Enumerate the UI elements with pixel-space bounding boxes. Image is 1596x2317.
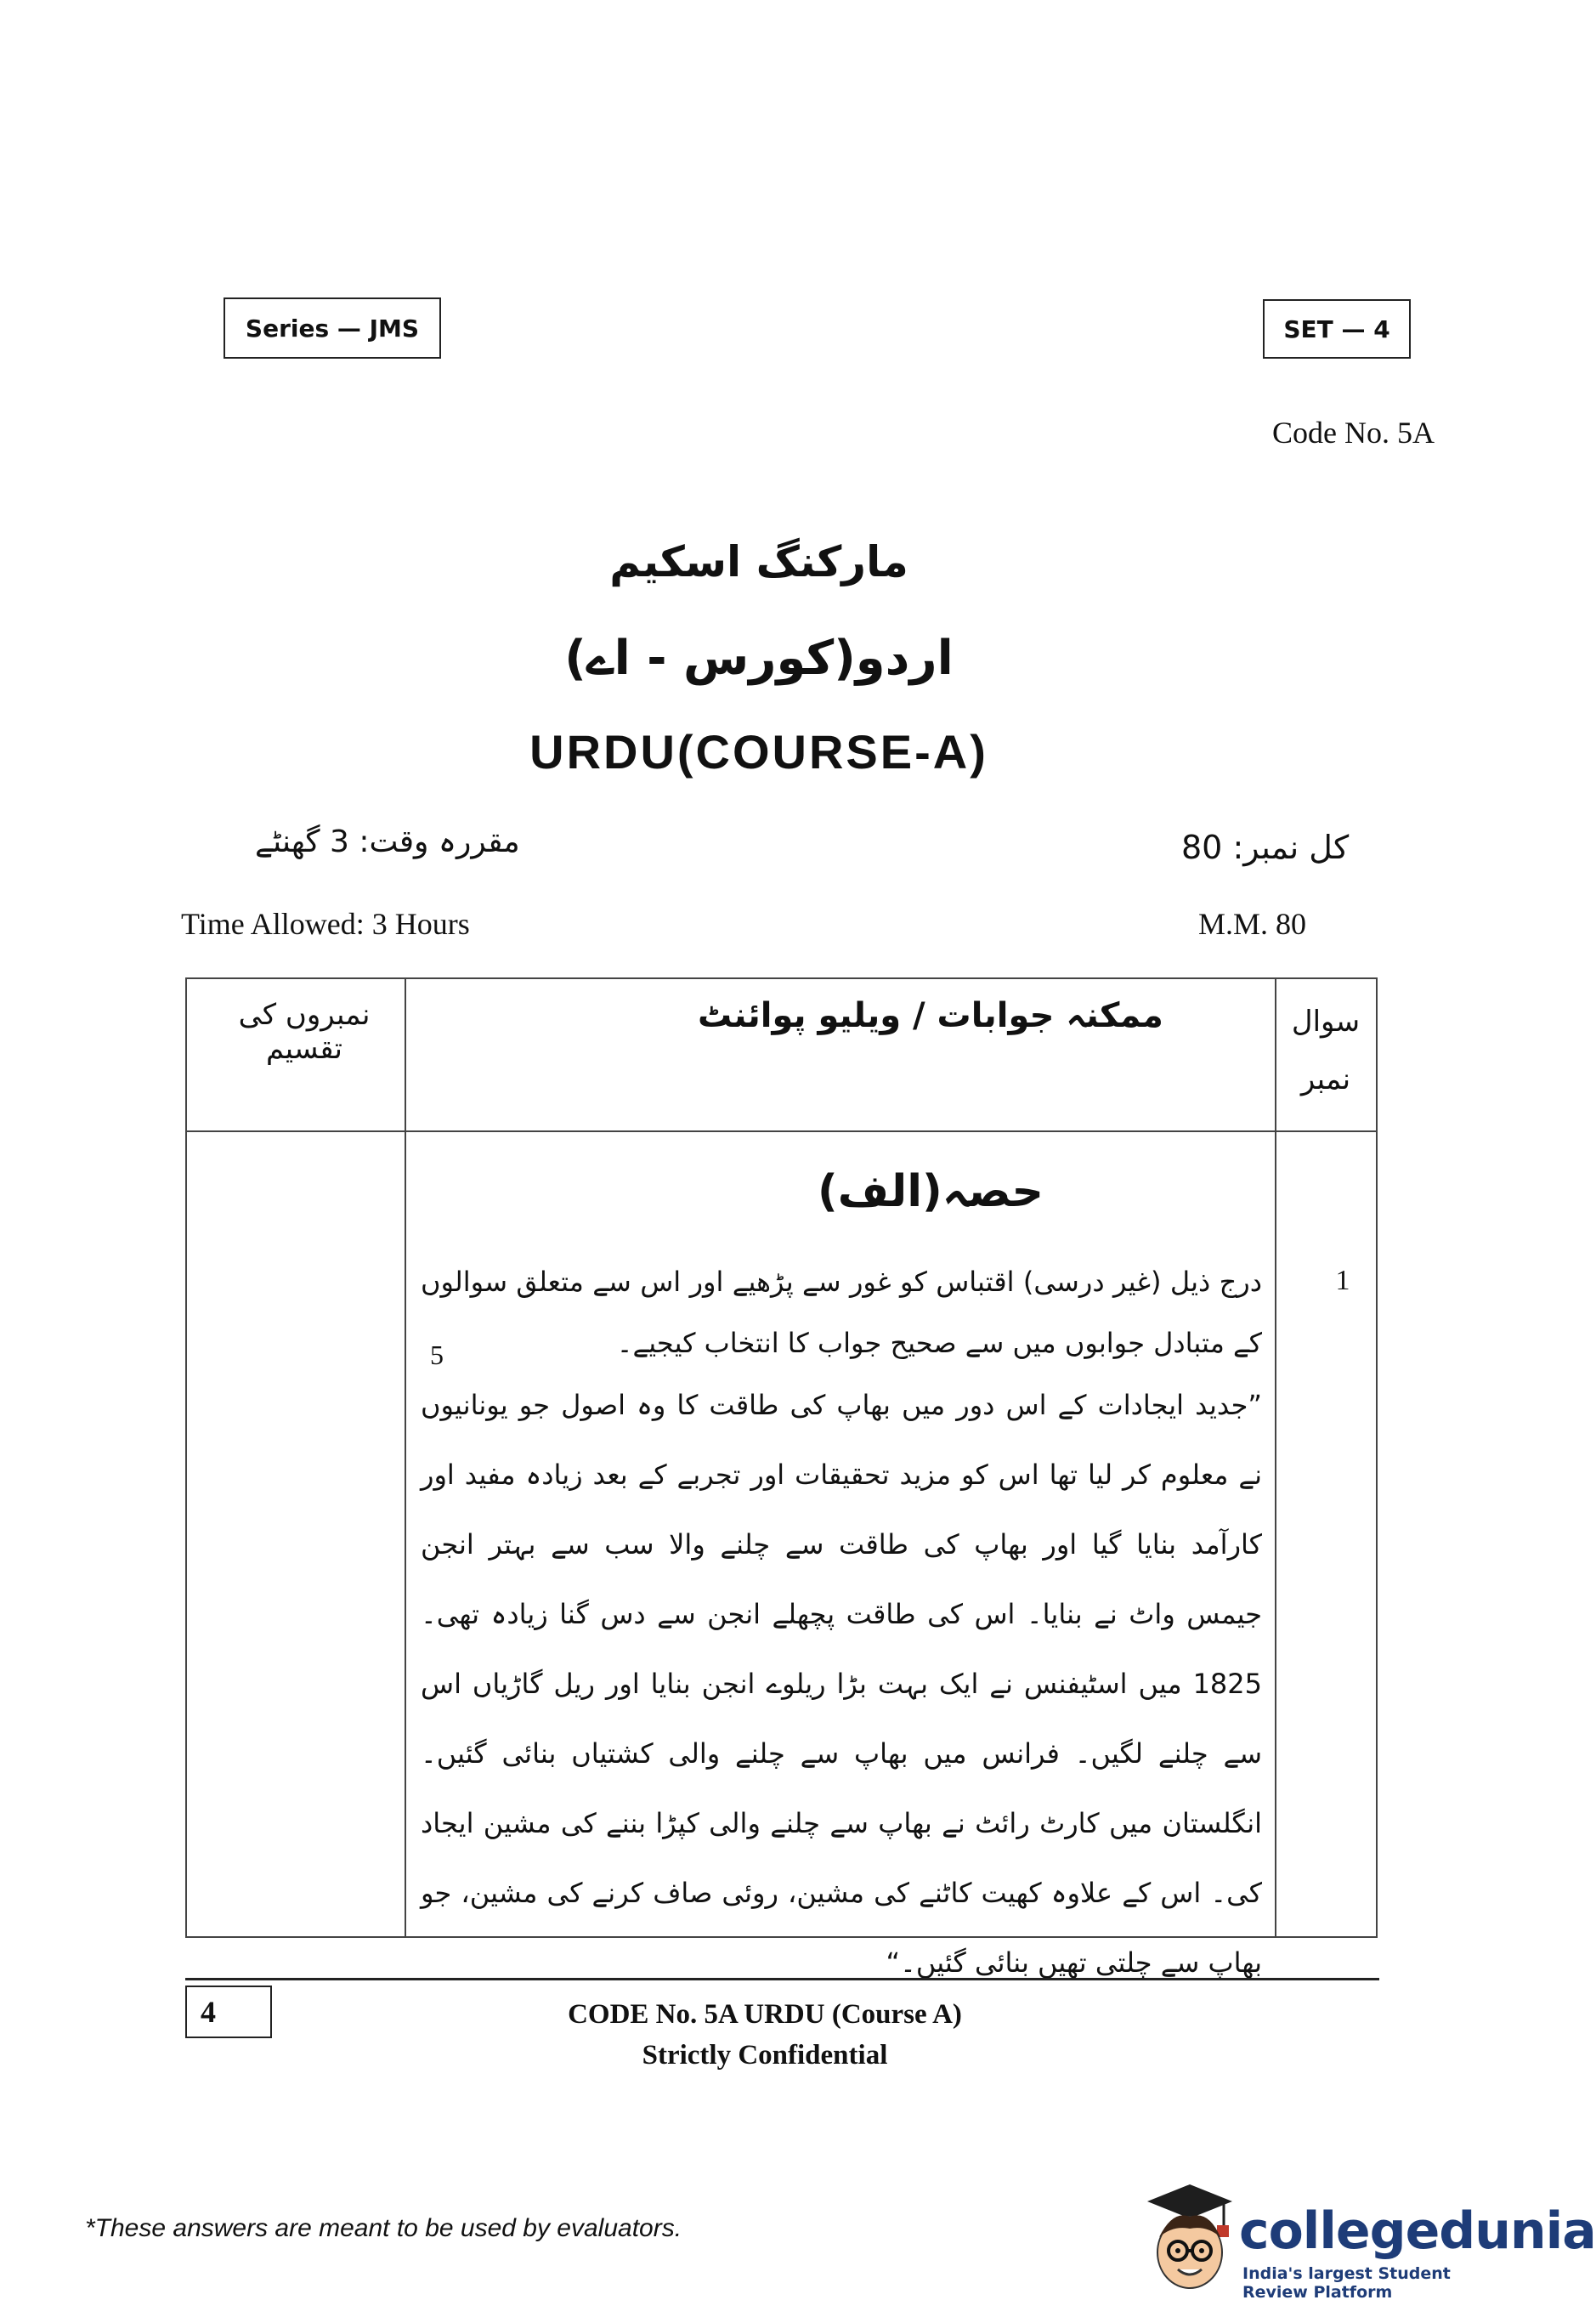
table-divider bbox=[1275, 979, 1276, 1936]
table-header-divider bbox=[187, 1130, 1376, 1132]
header-possible-answers: ممکنہ جوابات / ویلیو پوائنٹ bbox=[698, 996, 1163, 1035]
section-title: حصہ(الف) bbox=[818, 1166, 1044, 1217]
header-question-number: سوال نمبر bbox=[1291, 1005, 1361, 1096]
question-number: 1 bbox=[1335, 1265, 1350, 1296]
footer-divider bbox=[185, 1978, 1379, 1980]
footer-code-line: CODE No. 5A URDU (Course A) bbox=[568, 1999, 962, 2030]
series-label: Series — JMS bbox=[224, 297, 441, 359]
time-allowed-urdu: مقررہ وقت: 3 گھنٹے bbox=[255, 824, 520, 859]
brand-name: collegedunia bbox=[1239, 2201, 1596, 2261]
question-marks: 5 bbox=[430, 1340, 444, 1370]
set-label: SET — 4 bbox=[1263, 299, 1411, 359]
collegedunia-brand[interactable] bbox=[1130, 2176, 1596, 2302]
header-marks-distribution: نمبروں کی تقسیم bbox=[238, 998, 371, 1066]
subject-title-english: URDU(COURSE-A) bbox=[529, 725, 988, 779]
max-marks-urdu: کل نمبر: 80 bbox=[1181, 829, 1350, 866]
reading-passage: ”جدید ایجادات کے اس دور میں بھاپ کی طاقت کا وہ اصول جو یونانیوں نے معلوم کر لیا تھا اس کو مزید تحقیقات اور تجربے کے بعد زیادہ مفید اور کارآمد بنایا گیا اور بھاپ کی طاقت سے چلنے والا سب سے بہتر انجن جیمس واٹ نے بنایا۔ اس کی طاقت پچھلے انجن سے دس گنا زیادہ تھی۔ 1825 میں اسٹیفنس نے ایک بہت بڑا ریلوے انجن بنایا اور ریل گاڑیاں اس سے چلنے لگیں۔ فرانس میں بھاپ سے چلنے والی کشتیاں بنائی گئیں۔ انگلستان میں کارٹ رائٹ نے بھاپ سے چلنے والی کپڑا بننے کی مشین ایجاد کی۔ اس کے علاوہ کھیت کاٹنے کی مشین، روئی صاف کرنے کی مشین، جو بھاپ سے چلتی تھیں بنائی گئیں۔“ bbox=[421, 1389, 1263, 1979]
brand-tagline: India's largest Student Review Platform bbox=[1242, 2264, 1451, 2302]
subject-title-urdu: اردو(کورس - اے) bbox=[564, 631, 954, 686]
table-divider bbox=[405, 979, 406, 1936]
question-instruction: درج ذیل (غیر درسی) اقتباس کو غور سے پڑھیے اور اس سے متعلق سوالوں کے متبادل جوابوں میں سے صحیح جواب کا انتخاب کیجیے۔ bbox=[421, 1266, 1262, 1359]
code-number: Code No. 5A bbox=[1272, 416, 1435, 450]
answer-table bbox=[185, 977, 1378, 1979]
evaluator-note: *These answers are meant to be used by evaluators. bbox=[85, 2214, 682, 2242]
page-number: 4 bbox=[185, 1986, 272, 2038]
marking-scheme-title: مارکنگ اسکیم bbox=[609, 537, 908, 586]
student-mascot-icon bbox=[1130, 2176, 1241, 2295]
max-marks: M.M. 80 bbox=[1198, 907, 1307, 941]
time-allowed: Time Allowed: 3 Hours bbox=[181, 907, 470, 941]
footer-confidential: Strictly Confidential bbox=[642, 2040, 888, 2071]
